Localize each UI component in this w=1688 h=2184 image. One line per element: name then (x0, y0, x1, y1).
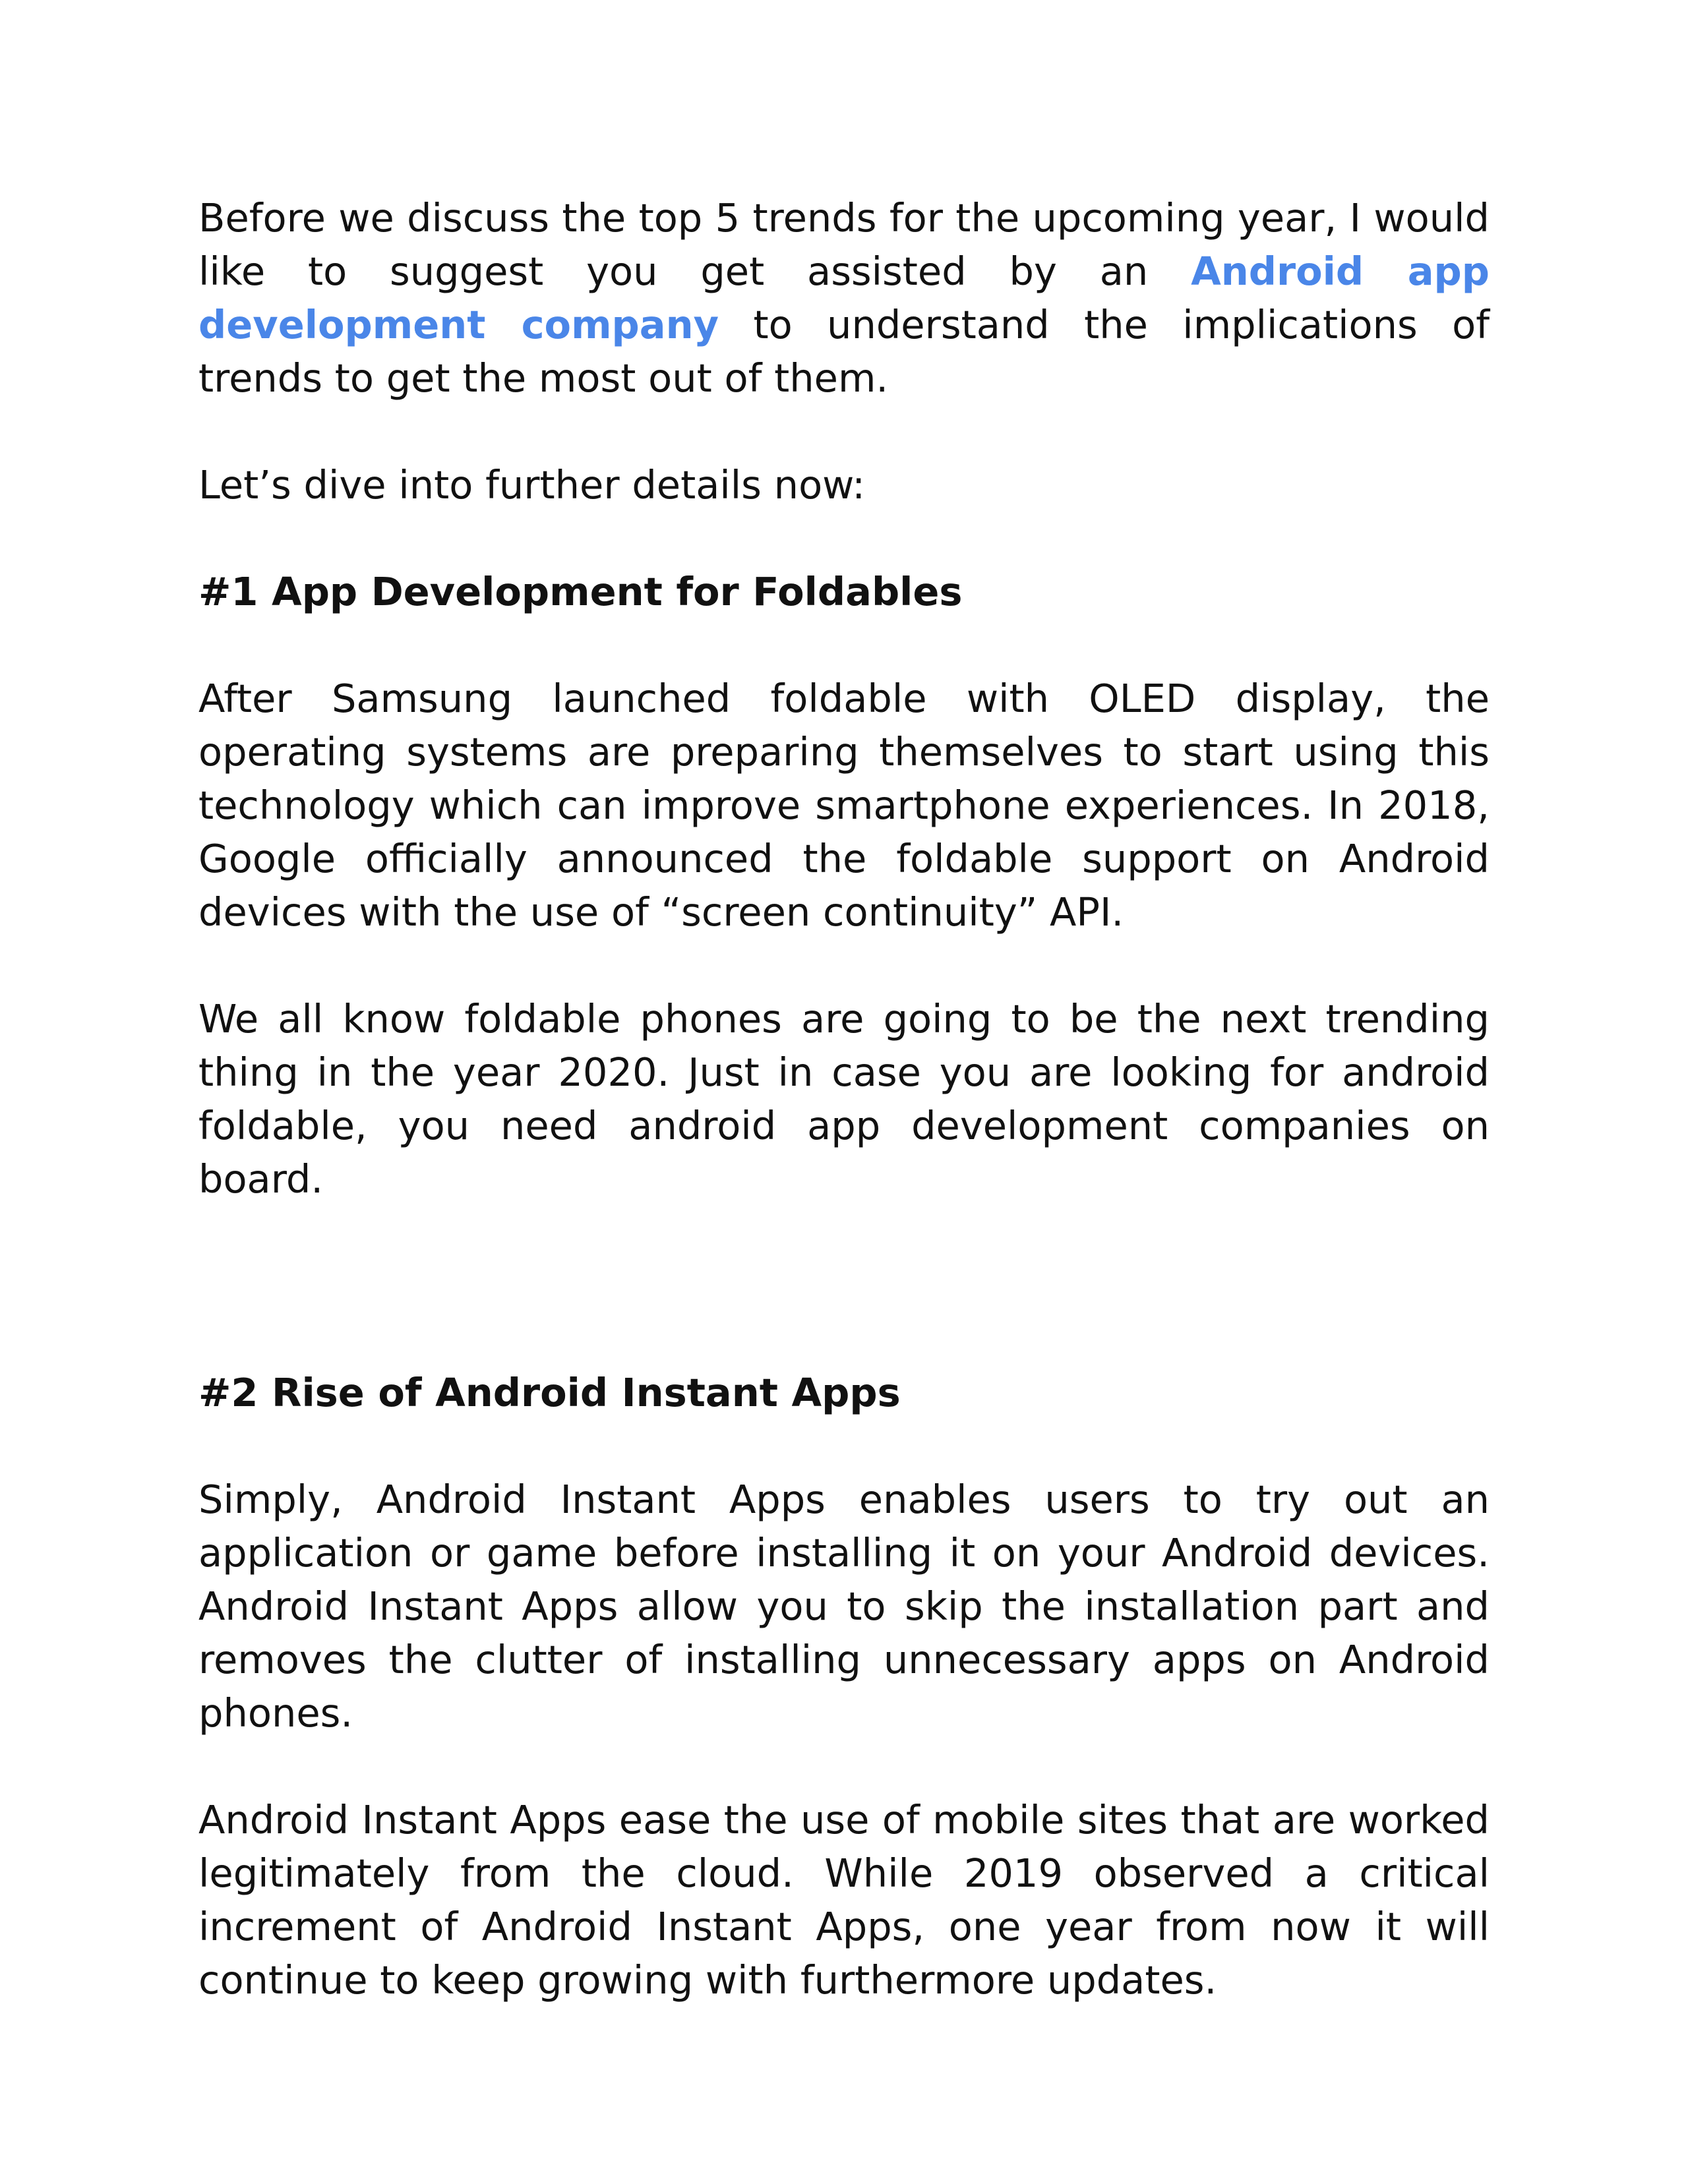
intro-text-before-link: Before we discuss the top 5 trends for the upcoming year, I would like to suggest you get assisted by an (198, 195, 1490, 294)
section-1-paragraph-1: After Samsung launched foldable with OLED display, the operating systems are preparing themselves to start using this technology which can improve smartphone experiences. In 2018, Google officially announced the foldable support on Android devices with the use of “screen continuity” API. (198, 676, 1490, 935)
section-2-paragraph-1: Simply, Android Instant Apps enables users to try out an application or game before installing it on your Android devices. Android Instant Apps allow you to skip the installation part and removes the clutter of installing unnecessary apps on Android phones. (198, 1477, 1490, 1736)
intro-paragraph (198, 191, 1490, 405)
android-app-development-company-link[interactable]: Android app development company (198, 249, 1490, 347)
section-2-heading: #2 Rise of Android Instant Apps (198, 1370, 901, 1415)
intro-text-after-link: to understand the implications of trends to get the most out of them. (198, 302, 1490, 401)
lead-in-paragraph: Let’s dive into further details now: (198, 462, 866, 508)
section-2-paragraph-2: Android Instant Apps ease the use of mobile sites that are worked legitimately from the cloud. While 2019 observed a critical increment of Android Instant Apps, one year from now it will continue to keep growing with furthermore updates. (198, 1797, 1490, 2003)
section-1-paragraph-2: We all know foldable phones are going to be the next trending thing in the year 2020. Just in case you are looking for android foldable, you need android app development companies on board. (198, 996, 1490, 1202)
document-body (198, 191, 1490, 2007)
section-1-heading: #1 App Development for Foldables (198, 569, 963, 614)
